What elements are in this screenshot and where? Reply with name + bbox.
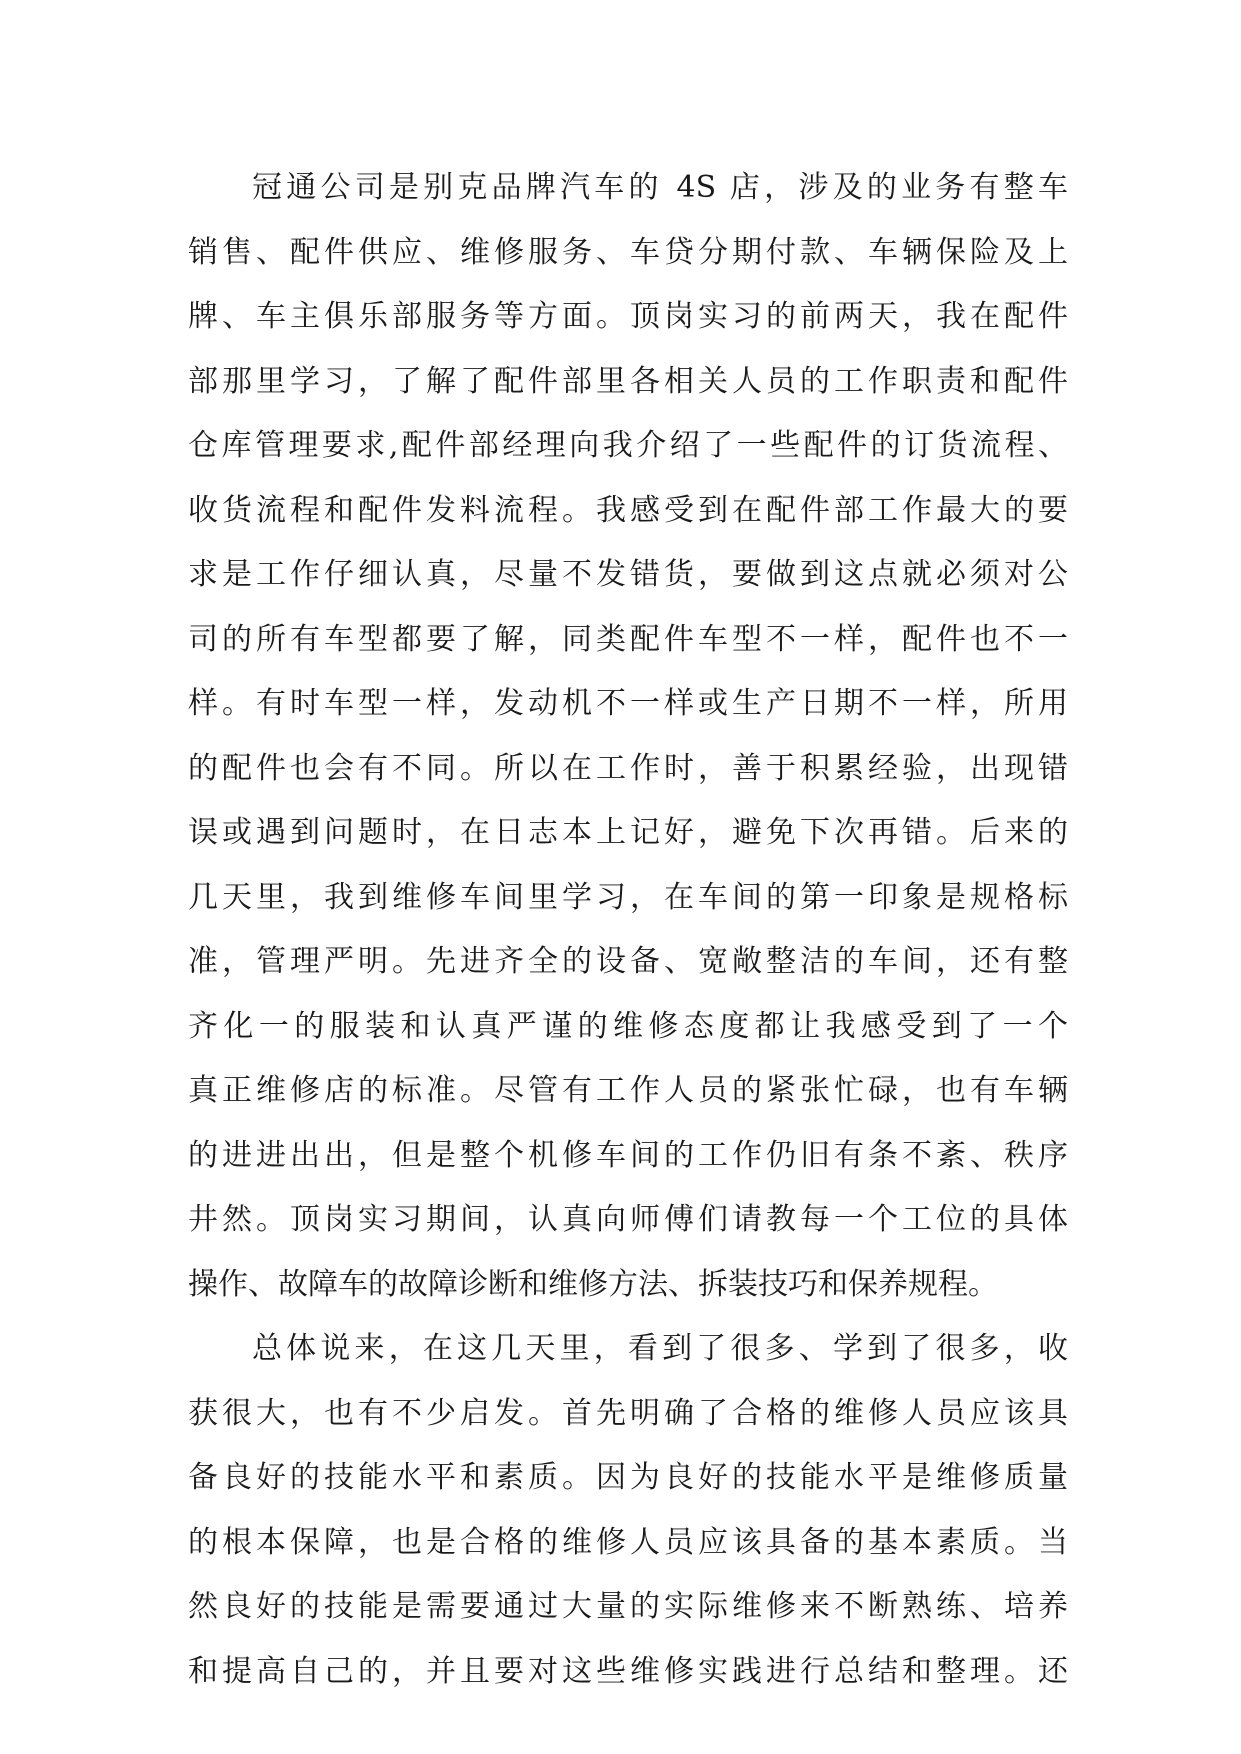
text-line: 仓库管理要求,配件部经理向我介绍了一些配件的订货流程、	[188, 428, 1068, 463]
text-line: 井然。顶岗实习期间，认真向师傅们请教每一个工位的具体	[188, 1202, 1068, 1237]
paragraph-1	[188, 156, 1068, 1317]
document-body	[188, 156, 1068, 1704]
text-line: 然良好的技能是需要通过大量的实际维修来不断熟练、培养	[188, 1589, 1068, 1624]
text-line: 和提高自己的，并且要对这些维修实践进行总结和整理。还	[188, 1653, 1068, 1689]
text-line: 样。有时车型一样，发动机不一样或生产日期不一样，所用	[188, 686, 1068, 721]
text-line: 真正维修店的标准。尽管有工作人员的紧张忙碌，也有车辆	[188, 1073, 1068, 1108]
text-line: 冠通公司是别克品牌汽车的 4S 店，涉及的业务有整车	[252, 170, 1068, 205]
text-line: 准，管理严明。先进齐全的设备、宽敞整洁的车间，还有整	[188, 944, 1068, 979]
text-line: 齐化一的服装和认真严谨的维修态度都让我感受到了一个	[188, 1008, 1068, 1044]
text-line: 收货流程和配件发料流程。我感受到在配件部工作最大的要	[188, 492, 1068, 528]
text-line: 总体说来，在这几天里，看到了很多、学到了很多，收	[252, 1331, 1068, 1366]
text-line: 的根本保障，也是合格的维修人员应该具备的基本素质。当	[188, 1524, 1068, 1560]
text-line: 司的所有车型都要了解，同类配件车型不一样，配件也不一	[188, 621, 1068, 657]
text-line: 的进进出出，但是整个机修车间的工作仍旧有条不紊、秩序	[188, 1137, 1068, 1173]
paragraph-2	[188, 1317, 1068, 1704]
text-line: 部那里学习，了解了配件部里各相关人员的工作职责和配件	[188, 363, 1068, 399]
text-line: 的配件也会有不同。所以在工作时，善于积累经验，出现错	[188, 750, 1068, 786]
text-line: 误或遇到问题时，在日志本上记好，避免下次再错。后来的	[188, 815, 1068, 850]
text-line: 牌、车主俱乐部服务等方面。顶岗实习的前两天，我在配件	[188, 299, 1068, 334]
text-line: 销售、配件供应、维修服务、车贷分期付款、车辆保险及上	[188, 234, 1068, 270]
text-line: 几天里，我到维修车间里学习，在车间的第一印象是规格标	[188, 879, 1068, 915]
text-line: 获很大，也有不少启发。首先明确了合格的维修人员应该具	[188, 1395, 1068, 1431]
text-line: 备良好的技能水平和素质。因为良好的技能水平是维修质量	[188, 1460, 1068, 1495]
text-line: 操作、故障车的故障诊断和维修方法、拆装技巧和保养规程。	[188, 1266, 998, 1302]
text-line: 求是工作仔细认真，尽量不发错货，要做到这点就必须对公	[188, 557, 1068, 592]
